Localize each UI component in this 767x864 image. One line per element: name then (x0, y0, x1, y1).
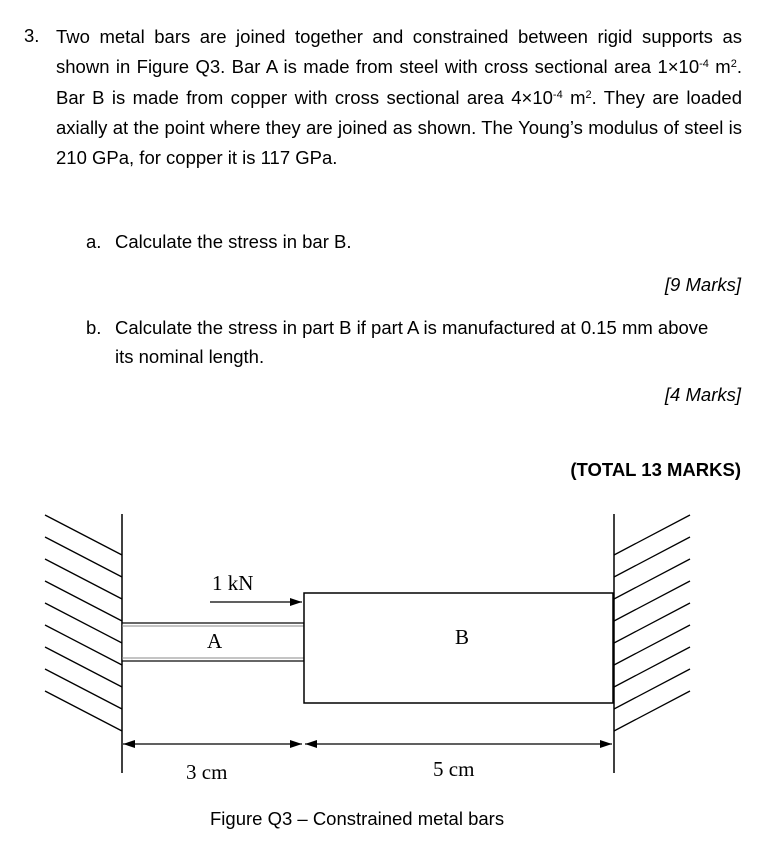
area-b-unit-exponent: 2 (585, 88, 592, 101)
area-a-value: 1×10 (657, 56, 700, 78)
area-b-exponent: -4 (552, 88, 563, 101)
bar-b-label: B (455, 625, 470, 649)
part-a-marks: [9 Marks] (664, 274, 741, 295)
left-wall (45, 514, 122, 773)
bar-a-label: A (207, 629, 223, 653)
right-wall (614, 514, 690, 773)
part-b-text-line1: Calculate the stress in part B if part A is manufactured at 0.15 mm above (115, 317, 709, 338)
part-b-letter: b. (86, 317, 102, 338)
left-wall-hatching (45, 515, 122, 731)
question-text-mid: . Bar B is made from copper with cross sectional area (56, 56, 742, 108)
part-b-text-line2: its nominal length. (115, 346, 265, 367)
dimension-label-b: 5 cm (433, 757, 475, 781)
area-b-value: 4×10 (511, 86, 553, 108)
area-a-unit: m (708, 56, 731, 78)
area-a-exponent: -4 (699, 58, 709, 71)
question-text-intro: Two metal bars are joined together and constrained between rigid supports as shown in Figure Q3. Bar A is made from steel with cross sectional area (56, 26, 742, 78)
force-label: 1 kN (212, 571, 254, 595)
question-number: 3. (24, 25, 40, 46)
area-a-unit-exponent: 2 (730, 58, 737, 71)
part-a-text: Calculate the stress in bar B. (115, 231, 352, 252)
question-text-rest: . They are loaded axially at the point where they are joined as shown. The Young’s modulus of steel is 210 GPa, for copper it is 117 GPa. (56, 86, 742, 169)
total-marks: (TOTAL 13 MARKS) (570, 459, 741, 480)
figure-caption: Figure Q3 – Constrained metal bars (210, 808, 505, 829)
dimension-label-a: 3 cm (186, 760, 228, 784)
area-b-unit: m (562, 86, 586, 108)
part-b-marks: [4 Marks] (664, 384, 741, 405)
part-a-letter: a. (86, 231, 102, 252)
right-wall-hatching (614, 515, 690, 731)
